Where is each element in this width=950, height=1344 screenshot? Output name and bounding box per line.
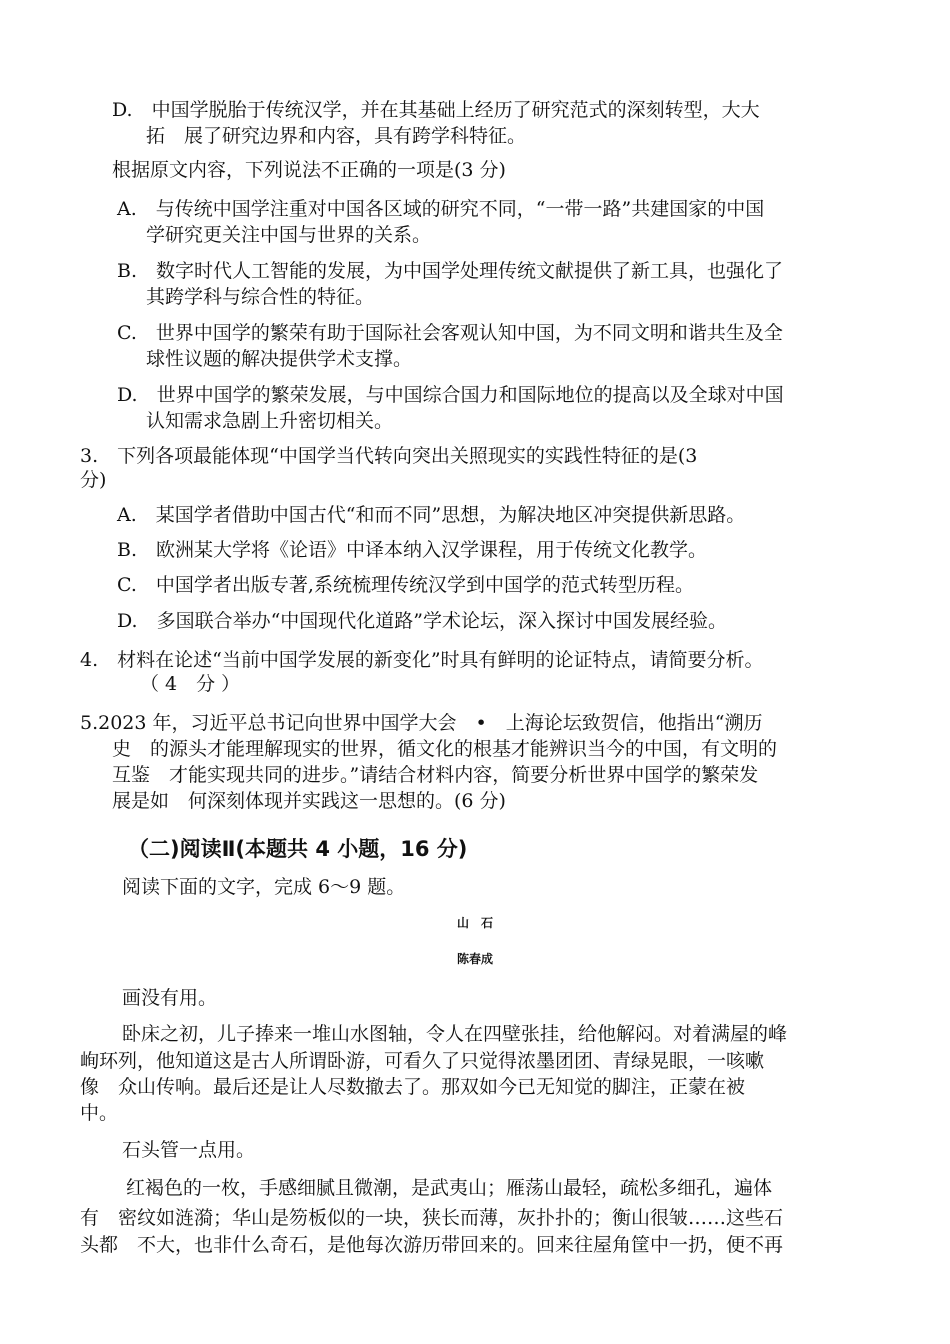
section-instruction: 阅读下面的文字，完成 6～9 题。 xyxy=(122,876,406,898)
paragraph-2-line2: 峋环列，他知道这是古人所谓卧游，可看久了只觉得浓墨团团、青绿晃眼，一咳嗽 xyxy=(80,1050,765,1072)
q2-d-line2: 认知需求急剧上升密切相关。 xyxy=(146,410,394,432)
q4-line2: （ 4 分 ） xyxy=(140,673,241,695)
q2-c-line2: 球性议题的解决提供学术支撑。 xyxy=(146,348,413,370)
paragraph-4-line2: 有 密纹如涟漪；华山是笏板似的一块，狭长而薄，灰扑扑的；衡山很皱……这些石 xyxy=(80,1207,784,1229)
q2-a-line1: A. 与传统中国学注重对中国各区域的研究不同，“一带一路”共建国家的中国 xyxy=(117,198,765,220)
q3-b: B. 欧洲某大学将《论语》中译本纳入汉学课程，用于传统文化教学。 xyxy=(117,539,708,561)
q5-line2: 史 的源头才能理解现实的世界，循文化的根基才能辨识当今的中国，有文明的 xyxy=(112,738,778,760)
q3-stem-line1: 3. 下列各项最能体现“中国学当代转向突出关照现实的实践性特征的是(3 xyxy=(80,445,698,467)
q3-a: A. 某国学者借助中国古代“和而不同”思想，为解决地区冲突提供新思路。 xyxy=(117,504,746,526)
paragraph-3: 石头管一点用。 xyxy=(122,1139,256,1161)
paragraph-2-line3: 像 众山传响。最后还是让人尽数撤去了。那双如今已无知觉的脚注，正蒙在被 xyxy=(80,1076,746,1098)
paragraph-2-line1: 卧床之初，儿子捧来一堆山水图轴，令人在四壁张挂，给他解闷。对着满屋的峰 xyxy=(122,1023,788,1045)
q1-d-line2: 拓 展了研究边界和内容，具有跨学科特征。 xyxy=(146,125,527,147)
article-title: 山 石 xyxy=(456,916,493,930)
q5-line4: 展是如 何深刻体现并实践这一思想的。(6 分) xyxy=(112,790,506,812)
q5-line1: 5.2023 年，习近平总书记向世界中国学大会 • 上海论坛致贺信，他指出“溯历 xyxy=(80,712,763,734)
q2-d-line1: D. 世界中国学的繁荣发展，与中国综合国力和国际地位的提高以及全球对中国 xyxy=(117,384,784,406)
article-author: 陈春成 xyxy=(456,952,493,966)
q2-a-line2: 学研究更关注中国与世界的关系。 xyxy=(146,224,432,246)
paragraph-4-line3: 头都 不大，也非什么奇石，是他每次游历带回来的。回来往屋角筐中一扔，便不再 xyxy=(80,1234,784,1256)
q2-c-line1: C. 世界中国学的繁荣有助于国际社会客观认知中国，为不同文明和谐共生及全 xyxy=(117,322,783,344)
paragraph-1: 画没有用。 xyxy=(122,987,218,1009)
q3-d: D. 多国联合举办“中国现代化道路”学术论坛，深入探讨中国发展经验。 xyxy=(117,610,728,632)
q5-line3: 互鉴 才能实现共同的进步。”请结合材料内容，简要分析世界中国学的繁荣发 xyxy=(112,764,759,786)
q2-b-line1: B. 数字时代人工智能的发展，为中国学处理传统文献提供了新工具，也强化了 xyxy=(117,260,784,282)
q3-stem-line2: 分) xyxy=(80,469,107,491)
q2-stem: 根据原文内容，下列说法不正确的一项是(3 分) xyxy=(112,159,506,181)
q4-line1: 4. 材料在论述“当前中国学发展的新变化”时具有鲜明的论证特点，请简要分析。 xyxy=(80,649,764,671)
paragraph-2-line4: 中。 xyxy=(80,1102,119,1124)
q3-c: C. 中国学者出版专著,系统梳理传统汉学到中国学的范式转型历程。 xyxy=(117,574,694,596)
q1-d-line1: D. 中国学脱胎于传统汉学，并在其基础上经历了研究范式的深刻转型，大大 xyxy=(112,99,760,121)
q2-b-line2: 其跨学科与综合性的特征。 xyxy=(146,286,375,308)
paragraph-4-line1: 红褐色的一枚，手感细腻且微潮，是武夷山；雁荡山最轻，疏松多细孔，遍体 xyxy=(126,1177,773,1199)
section-heading: （二)阅读Ⅱ(本题共 4 小题，16 分) xyxy=(128,837,468,861)
